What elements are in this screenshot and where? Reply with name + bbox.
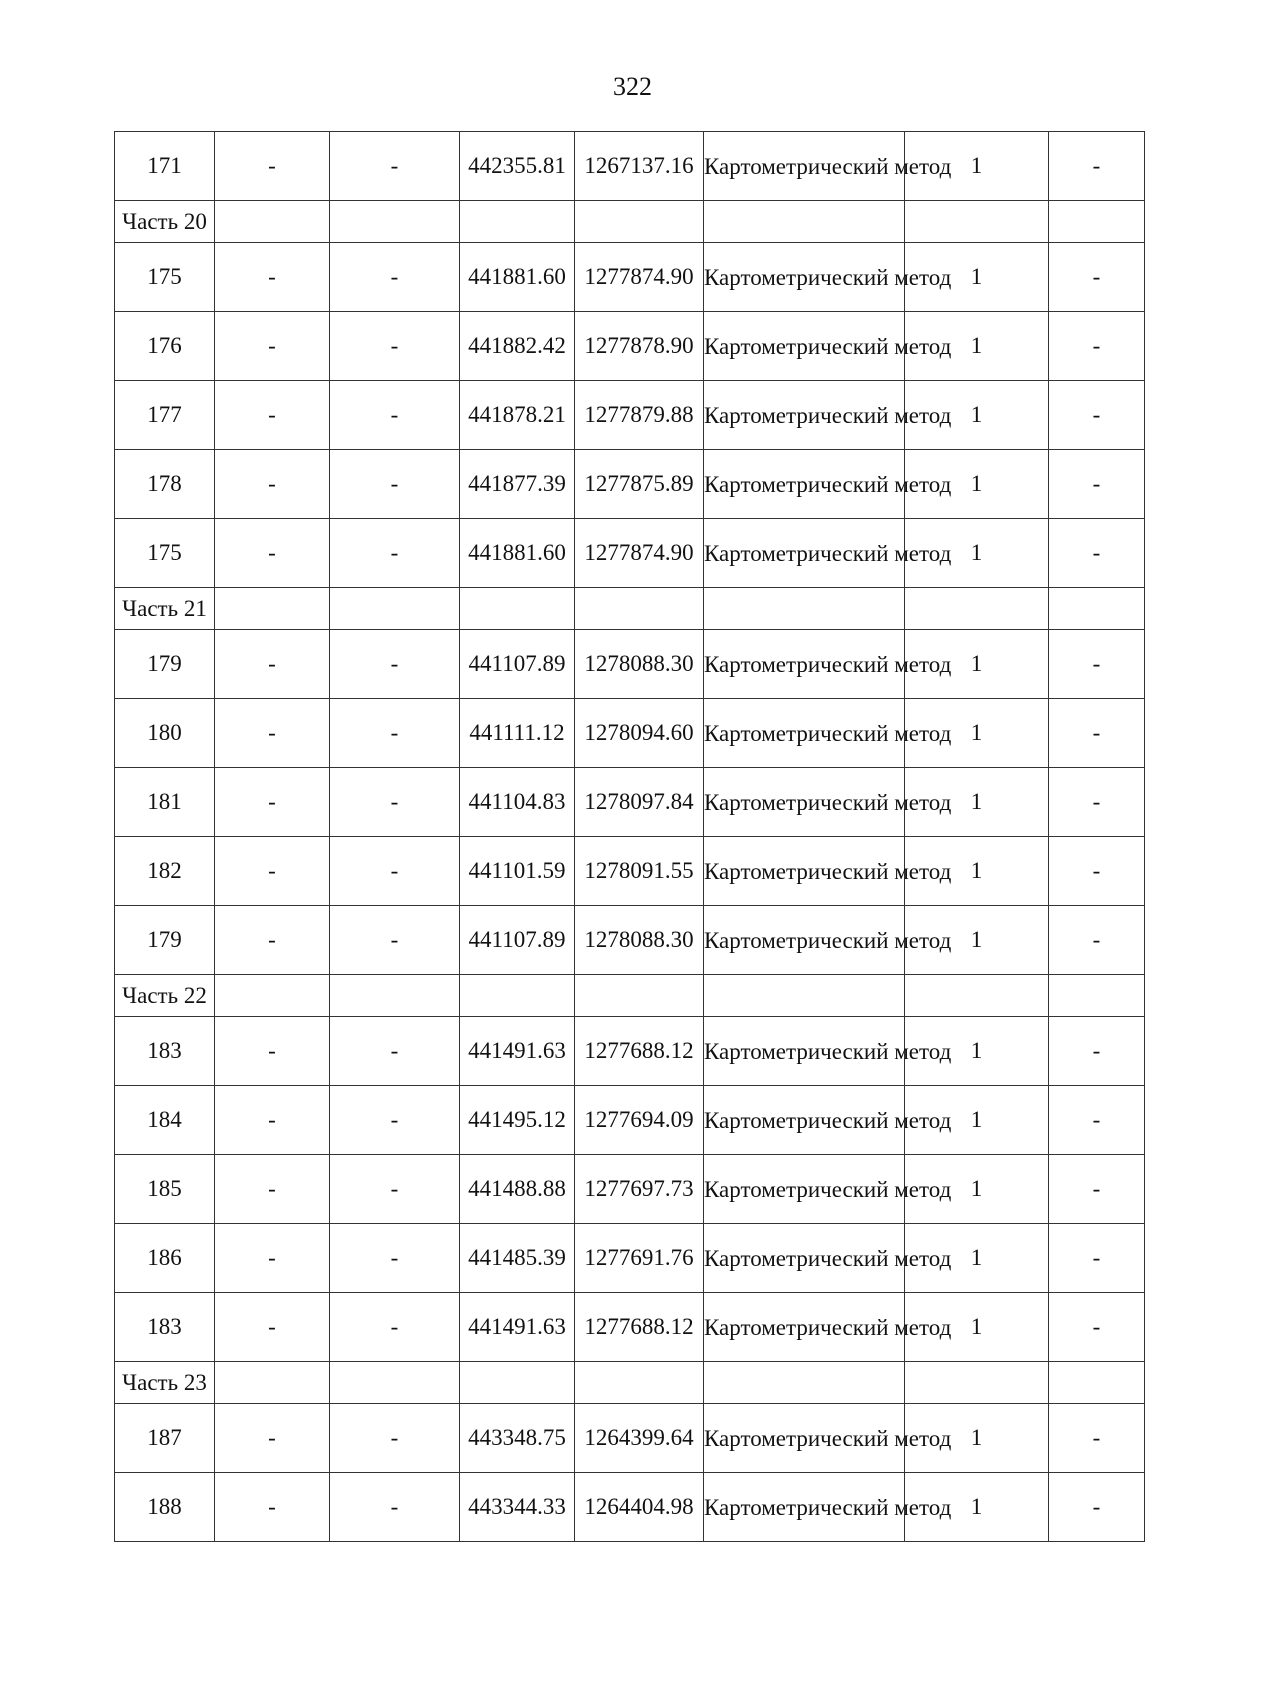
new-x-cell: 441101.59	[460, 837, 575, 906]
description-cell: -	[1049, 381, 1145, 450]
new-y-cell: 1277694.09	[575, 1086, 704, 1155]
empty-cell	[704, 201, 905, 243]
accuracy-cell: 1	[905, 906, 1049, 975]
empty-cell	[704, 975, 905, 1017]
table-row	[115, 450, 1145, 519]
old-y-cell: -	[330, 1473, 460, 1542]
point-number-cell: 177	[115, 381, 215, 450]
table-row	[115, 1404, 1145, 1473]
table-row	[115, 699, 1145, 768]
old-x-cell: -	[215, 906, 330, 975]
empty-cell	[215, 975, 330, 1017]
point-number-cell: 182	[115, 837, 215, 906]
description-cell: -	[1049, 837, 1145, 906]
accuracy-cell: 1	[905, 519, 1049, 588]
old-x-cell: -	[215, 312, 330, 381]
point-number-cell: 183	[115, 1017, 215, 1086]
empty-cell	[575, 201, 704, 243]
description-cell: -	[1049, 1473, 1145, 1542]
old-x-cell: -	[215, 1086, 330, 1155]
table-row	[115, 837, 1145, 906]
method-cell: Картометрический метод	[704, 1155, 905, 1224]
new-x-cell: 441495.12	[460, 1086, 575, 1155]
description-cell: -	[1049, 450, 1145, 519]
description-cell: -	[1049, 906, 1145, 975]
method-cell: Картометрический метод	[704, 630, 905, 699]
new-y-cell: 1278094.60	[575, 699, 704, 768]
method-cell: Картометрический метод	[704, 381, 905, 450]
new-y-cell: 1278088.30	[575, 906, 704, 975]
description-cell: -	[1049, 768, 1145, 837]
new-y-cell: 1267137.16	[575, 132, 704, 201]
old-x-cell: -	[215, 381, 330, 450]
empty-cell	[460, 1362, 575, 1404]
empty-cell	[905, 201, 1049, 243]
table-row	[115, 1017, 1145, 1086]
empty-cell	[1049, 201, 1145, 243]
new-y-cell: 1277878.90	[575, 312, 704, 381]
method-cell: Картометрический метод	[704, 1293, 905, 1362]
old-x-cell: -	[215, 243, 330, 312]
accuracy-cell: 1	[905, 450, 1049, 519]
old-y-cell: -	[330, 630, 460, 699]
empty-cell	[704, 1362, 905, 1404]
old-y-cell: -	[330, 837, 460, 906]
table-body	[115, 132, 1145, 1542]
new-y-cell: 1264399.64	[575, 1404, 704, 1473]
empty-cell	[215, 201, 330, 243]
new-y-cell: 1277874.90	[575, 519, 704, 588]
old-y-cell: -	[330, 312, 460, 381]
method-cell: Картометрический метод	[704, 1086, 905, 1155]
method-cell: Картометрический метод	[704, 1404, 905, 1473]
old-y-cell: -	[330, 1293, 460, 1362]
old-y-cell: -	[330, 906, 460, 975]
method-cell: Картометрический метод	[704, 450, 905, 519]
old-x-cell: -	[215, 837, 330, 906]
method-cell: Картометрический метод	[704, 519, 905, 588]
new-y-cell: 1277697.73	[575, 1155, 704, 1224]
method-cell: Картометрический метод	[704, 243, 905, 312]
empty-cell	[905, 588, 1049, 630]
old-y-cell: -	[330, 1086, 460, 1155]
old-x-cell: -	[215, 450, 330, 519]
old-x-cell: -	[215, 1473, 330, 1542]
empty-cell	[905, 975, 1049, 1017]
old-y-cell: -	[330, 381, 460, 450]
point-number-cell: 175	[115, 519, 215, 588]
table-row	[115, 1293, 1145, 1362]
accuracy-cell: 1	[905, 630, 1049, 699]
point-number-cell: 171	[115, 132, 215, 201]
new-y-cell: 1277879.88	[575, 381, 704, 450]
table-row	[115, 906, 1145, 975]
old-y-cell: -	[330, 1224, 460, 1293]
old-x-cell: -	[215, 1224, 330, 1293]
part-header-row	[115, 1362, 1145, 1404]
empty-cell	[460, 588, 575, 630]
table-row	[115, 519, 1145, 588]
new-y-cell: 1277688.12	[575, 1017, 704, 1086]
empty-cell	[330, 588, 460, 630]
new-y-cell: 1278088.30	[575, 630, 704, 699]
new-x-cell: 441485.39	[460, 1224, 575, 1293]
description-cell: -	[1049, 519, 1145, 588]
old-y-cell: -	[330, 699, 460, 768]
new-x-cell: 443344.33	[460, 1473, 575, 1542]
accuracy-cell: 1	[905, 132, 1049, 201]
point-number-cell: 187	[115, 1404, 215, 1473]
point-number-cell: 180	[115, 699, 215, 768]
new-x-cell: 441104.83	[460, 768, 575, 837]
point-number-cell: 175	[115, 243, 215, 312]
description-cell: -	[1049, 699, 1145, 768]
new-x-cell: 441107.89	[460, 630, 575, 699]
method-cell: Картометрический метод	[704, 312, 905, 381]
new-x-cell: 441881.60	[460, 243, 575, 312]
new-x-cell: 442355.81	[460, 132, 575, 201]
new-y-cell: 1277874.90	[575, 243, 704, 312]
accuracy-cell: 1	[905, 381, 1049, 450]
method-cell: Картометрический метод	[704, 132, 905, 201]
accuracy-cell: 1	[905, 699, 1049, 768]
description-cell: -	[1049, 312, 1145, 381]
point-number-cell: 183	[115, 1293, 215, 1362]
empty-cell	[575, 588, 704, 630]
new-y-cell: 1277875.89	[575, 450, 704, 519]
empty-cell	[215, 1362, 330, 1404]
new-y-cell: 1278091.55	[575, 837, 704, 906]
empty-cell	[575, 1362, 704, 1404]
description-cell: -	[1049, 1293, 1145, 1362]
part-header-row	[115, 201, 1145, 243]
old-x-cell: -	[215, 630, 330, 699]
point-number-cell: 181	[115, 768, 215, 837]
empty-cell	[575, 975, 704, 1017]
accuracy-cell: 1	[905, 1293, 1049, 1362]
accuracy-cell: 1	[905, 1473, 1049, 1542]
old-x-cell: -	[215, 132, 330, 201]
old-y-cell: -	[330, 1155, 460, 1224]
new-x-cell: 441107.89	[460, 906, 575, 975]
empty-cell	[704, 588, 905, 630]
table-row	[115, 312, 1145, 381]
old-x-cell: -	[215, 519, 330, 588]
description-cell: -	[1049, 1155, 1145, 1224]
new-y-cell: 1277688.12	[575, 1293, 704, 1362]
table-row	[115, 768, 1145, 837]
table-row	[115, 1086, 1145, 1155]
old-y-cell: -	[330, 450, 460, 519]
new-x-cell: 441882.42	[460, 312, 575, 381]
table-row	[115, 1155, 1145, 1224]
accuracy-cell: 1	[905, 768, 1049, 837]
old-y-cell: -	[330, 768, 460, 837]
method-cell: Картометрический метод	[704, 1017, 905, 1086]
empty-cell	[330, 201, 460, 243]
point-number-cell: 184	[115, 1086, 215, 1155]
method-cell: Картометрический метод	[704, 699, 905, 768]
empty-cell	[215, 588, 330, 630]
accuracy-cell: 1	[905, 1224, 1049, 1293]
part-header-row	[115, 975, 1145, 1017]
new-x-cell: 441488.88	[460, 1155, 575, 1224]
method-cell: Картометрический метод	[704, 768, 905, 837]
old-x-cell: -	[215, 1155, 330, 1224]
part-label: Часть 21	[115, 588, 215, 630]
empty-cell	[1049, 1362, 1145, 1404]
accuracy-cell: 1	[905, 243, 1049, 312]
accuracy-cell: 1	[905, 837, 1049, 906]
part-header-row	[115, 588, 1145, 630]
point-number-cell: 179	[115, 630, 215, 699]
description-cell: -	[1049, 132, 1145, 201]
empty-cell	[330, 975, 460, 1017]
point-number-cell: 176	[115, 312, 215, 381]
empty-cell	[460, 975, 575, 1017]
empty-cell	[460, 201, 575, 243]
description-cell: -	[1049, 1086, 1145, 1155]
old-y-cell: -	[330, 519, 460, 588]
point-number-cell: 185	[115, 1155, 215, 1224]
empty-cell	[330, 1362, 460, 1404]
accuracy-cell: 1	[905, 312, 1049, 381]
point-number-cell: 186	[115, 1224, 215, 1293]
empty-cell	[1049, 588, 1145, 630]
table-row	[115, 132, 1145, 201]
empty-cell	[1049, 975, 1145, 1017]
old-y-cell: -	[330, 1404, 460, 1473]
method-cell: Картометрический метод	[704, 1224, 905, 1293]
old-x-cell: -	[215, 1017, 330, 1086]
old-y-cell: -	[330, 243, 460, 312]
new-x-cell: 441881.60	[460, 519, 575, 588]
method-cell: Картометрический метод	[704, 837, 905, 906]
new-x-cell: 441877.39	[460, 450, 575, 519]
new-x-cell: 441111.12	[460, 699, 575, 768]
description-cell: -	[1049, 1224, 1145, 1293]
point-number-cell: 179	[115, 906, 215, 975]
accuracy-cell: 1	[905, 1155, 1049, 1224]
part-label: Часть 23	[115, 1362, 215, 1404]
accuracy-cell: 1	[905, 1404, 1049, 1473]
description-cell: -	[1049, 1017, 1145, 1086]
old-x-cell: -	[215, 1293, 330, 1362]
description-cell: -	[1049, 1404, 1145, 1473]
new-x-cell: 441491.63	[460, 1293, 575, 1362]
old-x-cell: -	[215, 768, 330, 837]
new-y-cell: 1278097.84	[575, 768, 704, 837]
new-x-cell: 441878.21	[460, 381, 575, 450]
accuracy-cell: 1	[905, 1017, 1049, 1086]
description-cell: -	[1049, 630, 1145, 699]
page-number: 322	[613, 72, 652, 101]
new-y-cell: 1277691.76	[575, 1224, 704, 1293]
accuracy-cell: 1	[905, 1086, 1049, 1155]
old-y-cell: -	[330, 132, 460, 201]
point-number-cell: 178	[115, 450, 215, 519]
table-row	[115, 381, 1145, 450]
method-cell: Картометрический метод	[704, 906, 905, 975]
old-x-cell: -	[215, 699, 330, 768]
new-y-cell: 1264404.98	[575, 1473, 704, 1542]
new-x-cell: 441491.63	[460, 1017, 575, 1086]
old-x-cell: -	[215, 1404, 330, 1473]
part-label: Часть 20	[115, 201, 215, 243]
table-row	[115, 243, 1145, 312]
table-row	[115, 1224, 1145, 1293]
method-cell: Картометрический метод	[704, 1473, 905, 1542]
new-x-cell: 443348.75	[460, 1404, 575, 1473]
table-row	[115, 630, 1145, 699]
description-cell: -	[1049, 243, 1145, 312]
part-label: Часть 22	[115, 975, 215, 1017]
point-number-cell: 188	[115, 1473, 215, 1542]
coordinates-table	[114, 131, 1145, 1542]
old-y-cell: -	[330, 1017, 460, 1086]
empty-cell	[905, 1362, 1049, 1404]
table-row	[115, 1473, 1145, 1542]
